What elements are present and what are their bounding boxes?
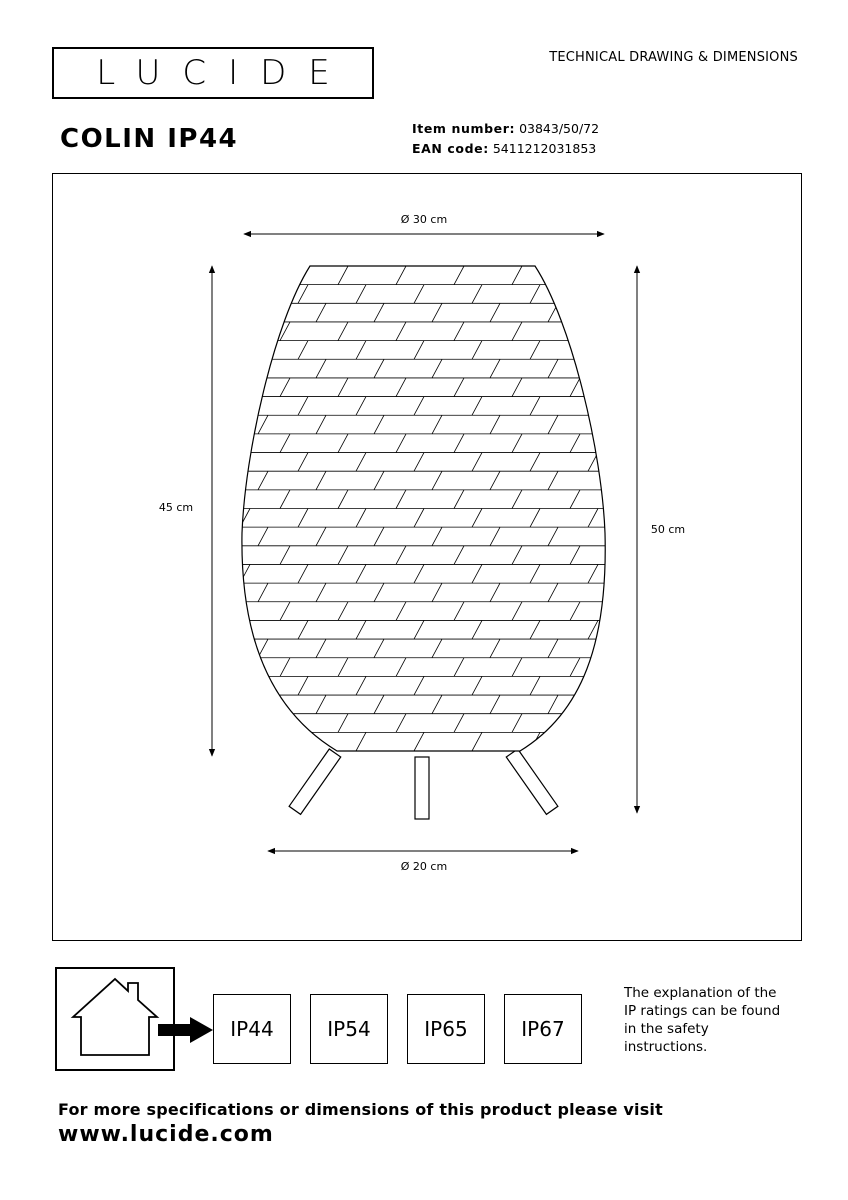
item-number-label: Item number: bbox=[412, 121, 516, 136]
lamp-shade bbox=[202, 253, 652, 763]
right-leg bbox=[506, 749, 558, 814]
ip-note-line: in the safety bbox=[624, 1021, 709, 1037]
arrow-right-icon bbox=[158, 1017, 213, 1043]
ip-rating-ip67: IP67 bbox=[504, 994, 582, 1064]
bottom-diameter-label: Ø 20 cm bbox=[400, 860, 448, 873]
ip-rating-ip44: IP44 bbox=[213, 994, 291, 1064]
ip-rating-ip65: IP65 bbox=[407, 994, 485, 1064]
technical-drawing bbox=[52, 173, 802, 941]
ean-code-value: 5411212031853 bbox=[492, 141, 597, 156]
ean-code-label: EAN code: bbox=[412, 141, 489, 156]
item-number-value: 03843/50/72 bbox=[519, 121, 600, 136]
center-leg bbox=[415, 757, 429, 819]
ip-note-line: IP ratings can be found bbox=[624, 1003, 781, 1019]
website-link[interactable]: www.lucide.com bbox=[58, 1122, 274, 1147]
top-diameter-label: Ø 30 cm bbox=[400, 213, 448, 226]
ean-code-line bbox=[412, 141, 596, 156]
ip-rating-note bbox=[624, 984, 814, 1056]
brand-logo: LUCIDE bbox=[96, 53, 352, 93]
product-name: COLIN IP44 bbox=[60, 124, 239, 154]
house-icon bbox=[55, 967, 215, 1071]
total-height-label: 50 cm bbox=[650, 523, 686, 536]
ip-note-line: instructions. bbox=[624, 1039, 708, 1055]
shade-height-label: 45 cm bbox=[158, 501, 194, 514]
ip-rating-ip54: IP54 bbox=[310, 994, 388, 1064]
document-title: TECHNICAL DRAWING & DIMENSIONS bbox=[549, 50, 798, 65]
ip-note-line: The explanation of the bbox=[624, 985, 777, 1001]
lamp-legs bbox=[289, 749, 558, 819]
left-leg bbox=[289, 749, 341, 814]
item-number-line bbox=[412, 121, 599, 136]
footer-text: For more specifications or dimensions of this product please visit bbox=[58, 1100, 663, 1119]
